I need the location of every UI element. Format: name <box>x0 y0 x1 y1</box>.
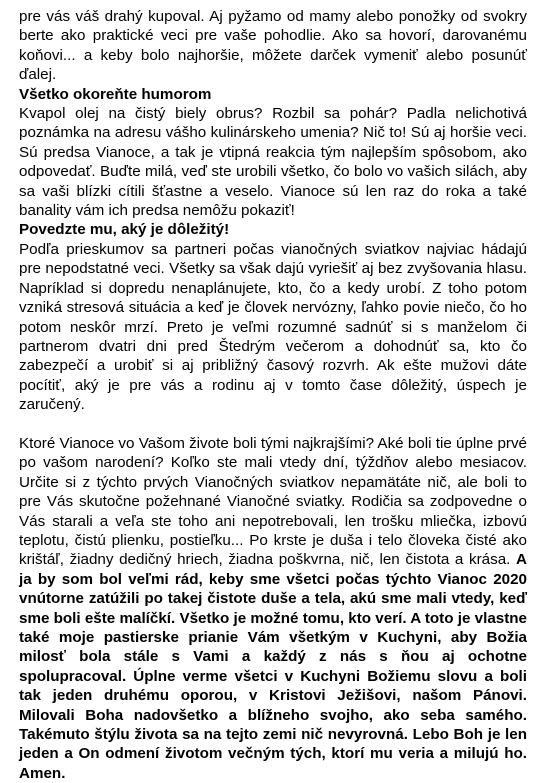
closing-paragraph <box>19 434 527 783</box>
section-heading-importance: Povedzte mu, aký je dôležitý! <box>19 221 230 239</box>
intro-paragraph: pre vás váš drahý kupoval. Aj pyžamo od mamy alebo ponožky od svokry berte ako praktické veci pre vaše pohodlie. Ako sa hovorí, darovanému koňovi... a keby bolo najhoršie, môžete darček vymeniť alebo posunúť ďalej. <box>19 8 527 84</box>
section-body-humor: Kvapol olej na čistý biely obrus? Rozbil sa pohár? Padla nelichotivá poznámka na adresu vášho kulinárskeho umenia? Nič to! Sú aj horšie veci. Sú predsa Vianoce, a tak je vtipná reakcia tým najlepším spôsobom, ako odpovedať. Buďte milá, veď ste urobili všetko, čo bolo vo vašich silách, aby sa vaši blízki cítili šťastne a veselo. Vianoce sú len raz do roka a také banality vám ich predsa nemôžu pokaziť! <box>19 105 527 220</box>
closing-regular-text: Ktoré Vianoce vo Vašom živote boli tými najkrajšími? Aké boli tie úplne prvé po vašom narodení? Koľko ste mali vtedy dní, týždňov alebo mesiacov. Určite si z týchto prvých Vianočných sviatkov nepamätáte nič, ale boli to pre Vás skutočne požehnané Vianočné sviatky. Rodičia sa zodpovedne o Vás starali a veľa ste toho ani nepotrebovali, len trošku mliečka, izbovú teplotu, čistú plienku, postieľku... Po krste je duša i telo človeka čisté ako krištáľ, žiadny dedičný hriech, žiadna poškvrna, nič, len čistota a krása. <box>19 434 527 569</box>
closing-bold-text: A ja by som bol veľmi rád, keby sme všetci počas týchto Vianoc 2020 vnútorne zatúžili po takej čistote duše a tela, akú sme mali vtedy, keď sme boli ešte malíčkí. Všetko je možné tomu, kto verí. A toto je vlastne také moje pastierske prianie Vám všetkým v Kuchyni, aby Božia milosť bola stále s Vami a každý z nás s ňou aj ochotne spolupracoval. Úplne verme všetci v Kuchyni Božiemu slovu a boli tak jeden druhému oporou, v Kristovi Ježišovi, našom Pánovi. Milovali Boha nadovšetko a blížneho svojho, ako seba samého. Takémuto štýlu života sa na tejto zemi nič nevyrovná. Lebo Boh je len jeden a On odmení životom večným tých, ktorí mu veria a milujú ho. Amen. <box>19 551 527 782</box>
section-heading-humor: Všetko okoreňte humorom <box>19 85 212 103</box>
paragraph-gap <box>19 415 527 434</box>
section-body-importance: Podľa prieskumov sa partneri počas vianočných sviatkov najviac hádajú pre nepodstatné veci. Všetky sa však dajú vyriešiť aj bez zvyšovania hlasu. Napríklad si dopredu nenaplánujete, kto, čo a kedy urobí. Z toho potom vzniká stresová situácia a keď je človek nervózny, ľahko povie niečo, čo ho potom neskôr mrzí. Preto je veľmi rozumné sadnúť si s manželom či partnerom dvatri dni pred Štedrým večerom a dohodnúť sa, kto čo zabezpečí a urobiť si aj približný časový rozvrh. Ak ešte mužovi dáte pocítiť, aký je pre vás a rodinu aj v tomto čase dôležitý, úspech je zaručený. <box>19 240 527 414</box>
